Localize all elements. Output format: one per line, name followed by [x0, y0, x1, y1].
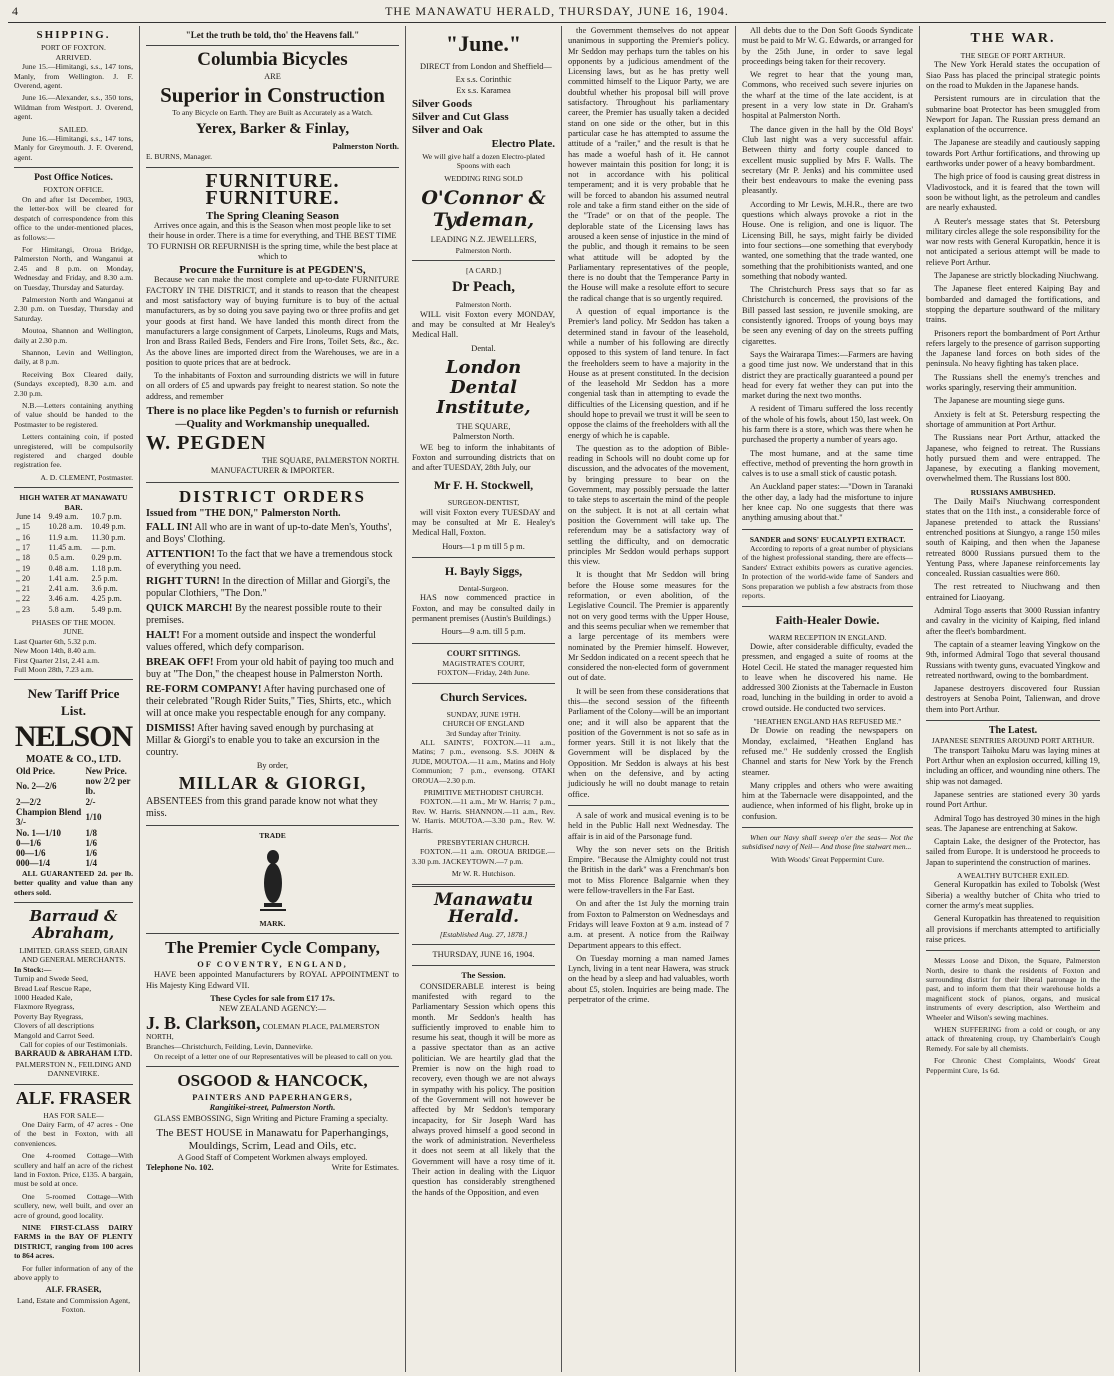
war-para: Admiral Togo has destroyed 30 mines in the high seas. The Japanese are entrenching at Sakow. — [926, 813, 1100, 833]
war-para: Admiral Togo asserts that 3000 Russian infantry and cavalry in the vicinity of Kaiping, fled inland after the fleet's bombardment. — [926, 606, 1100, 636]
post-office-sub: FOXTON OFFICE. — [43, 185, 104, 195]
latest-heading: The Latest. — [988, 725, 1038, 737]
moon-item: New Moon 14th, 8.40 a.m. — [14, 646, 96, 656]
card-label: [A CARD.] — [465, 266, 502, 275]
list-item: One 4-roomed Cottage—With scullery and half an acre of the richest land in Foxton. Price, £135. A bargain, must be sold at once. — [14, 1151, 133, 1189]
session-heading: The Session. — [461, 971, 506, 981]
herald-nameplate: Manawatu Herald. — [433, 889, 534, 927]
cycles-price: These Cycles for sale from £17 17s. — [210, 993, 335, 1003]
butcher-heading: A WEALTHY BUTCHER EXILED. — [957, 871, 1069, 880]
trade-label: TRADE — [259, 831, 286, 841]
masthead — [8, 0, 1106, 23]
order-item: ATTENTION! To the fact that we have a tremendous stock of everything you need. — [146, 547, 393, 572]
column-5 — [736, 26, 920, 1372]
estimates: Write for Estimates. — [331, 1163, 399, 1173]
osgood-heading: OSGOOD & HANCOCK, — [177, 1070, 368, 1090]
clarkson-heading: J. B. Clarkson, — [146, 1012, 261, 1033]
millar-heading: MILLAR & GIORGI, — [178, 773, 367, 794]
column-3 — [406, 26, 562, 1372]
stock-label: In Stock:— — [14, 964, 52, 974]
war-para: A Reuter's message states that St. Petersburg military circles allege the sole responsibility for the war now rests with General Kuropatkin, hence it is not anticipated a serious attempt will be made to relieve Port Arthur. — [926, 216, 1100, 267]
ld-text: WE beg to inform the inhabitants of Foxton and surrounding districts that on and after TUESDAY, 28th July, our — [412, 442, 555, 473]
leading-jewellers: LEADING N.Z. JEWELLERS, — [430, 235, 537, 245]
tide-heading: HIGH WATER AT MANAWATU BAR. — [19, 493, 128, 512]
sunday-line: SUNDAY, JUNE 19TH. — [446, 709, 521, 719]
table-row: 2—2/2 2/- — [16, 796, 96, 807]
place-like: There is no place like Pegden's to furnish or refurnish—Quality and Workmanship unequalled. — [146, 405, 399, 431]
column-2 — [140, 26, 406, 1372]
superior-heading: Superior in Construction — [160, 82, 385, 107]
rangitikei-line: Rangitikei-street, Palmerston North. — [209, 1103, 336, 1113]
fraser-role: Land, Estate and Commission Agent, Foxton. — [16, 1295, 131, 1315]
war-para: The high price of food is causing great distress in Vladivostock, and it is feared that the town will soon be without light, as the petroleum and candles are nearly exhausted. — [926, 172, 1100, 213]
news-para: All debts due to the Don Soft Goods Syndicate must be paid to Mr W. G. Edwards, or arranged for by the 25th June, in order to save legal proceedings being taken for their recovery. — [742, 26, 913, 66]
fraser-footer: ALF. FRASER, — [45, 1285, 102, 1295]
pegden-role: MANUFACTURER & IMPORTER. — [210, 466, 335, 476]
apply-note: For fuller information of any of the above apply to — [14, 1263, 133, 1283]
ad-para: WHEN SUFFERING from a cold or cough, or any attack of threatening croup, try Chamberlain's Cough Remedy. For sale by all chemists. — [926, 1025, 1100, 1053]
list-item: One 5-roomed Cottage—With scullery, new, well built, and over an acre of ground, good locality. — [14, 1191, 133, 1220]
peach-heading: Dr Peach, — [451, 279, 516, 296]
moon-item: Full Moon 28th, 7.23 a.m. — [14, 665, 94, 675]
table-row: Old Price. New Price. — [16, 765, 127, 776]
court-heading: COURT SITTINGS. — [446, 648, 521, 658]
peach-text: WILL visit Foxton every MONDAY, and may be consulted at Mr Healey's Medical Hall. — [412, 309, 555, 340]
table-row: ,, 23 5.8 a.m. 5.49 p.m. — [16, 604, 122, 614]
column-6 — [920, 26, 1106, 1372]
order-item: RE-FORM COMPANY! After having purchased one of their celebrated "Rough Rider Suits," Ties, Shirts, etc., which will at once make you respectable enough for any company. — [146, 682, 392, 719]
post-para: On and after 1st December, 1903, the letter-box will be cleared for despatch of correspondence from this office to the under-mentioned places, as follows:— — [14, 194, 133, 242]
postmaster: A. D. CLEMENT, Postmaster. — [40, 472, 133, 482]
table-row: ,, 22 3.46 a.m. 4.25 p.m. — [16, 594, 122, 604]
stockwell-text: will visit Foxton every TUESDAY and may be consulted at Mr E. Healey's Medical Hall, Foxton. — [412, 507, 555, 538]
order-item: HALT! For a moment outside and inspect the wonderful values offered, which defy comparison. — [146, 628, 376, 653]
arrival-item: June 15.—Himitangi, s.s., 147 tons, Manly, from Wellington. J. F. Overend, agent. — [14, 62, 133, 90]
list-item: One Dairy Farm, of 47 acres - One of the best in Foxton, with all conveniences. — [14, 1119, 133, 1148]
surgeon-line: SURGEON-DENTIST, — [447, 498, 520, 508]
silver-cut-glass: Silver and Cut Glass — [412, 111, 509, 124]
news-para: An Auckland paper states:—"Down in Taranaki the other day, a lady had the misfortune to injure her knee cap. No one suggests that there was anything amusing about that." — [742, 482, 913, 523]
barraud-heading: Barraud & Abraham, — [29, 906, 118, 942]
sanders-text: According to reports of a great number of physicians of the highest professional standing, there are effects—Sanders' Extract exhibits powers as curative agencies. In protection of the world-wide fame of Sanders and Sons preparation we publish a few abstracts from those reports. — [742, 544, 913, 601]
table-row: ,, 20 1.41 a.m. 2.5 p.m. — [16, 573, 118, 583]
table-row: 000—1/4 1/4 — [16, 858, 97, 869]
war-para: The Japanese are strictly blockading Niuchwang. — [934, 271, 1099, 281]
article-para: On and after the 1st July the morning train from Foxton to Palmerston on Wednesdays and Fridays will leave Foxton at 9 a.m. instead of 7 a.m. at present. A notice from the Railway Department appears to this effect. — [568, 899, 729, 950]
nz-agency: NEW ZEALAND AGENCY:— — [218, 1004, 326, 1014]
district-orders-heading: DISTRICT ORDERS — [179, 486, 366, 506]
magistrate-line: MAGISTRATE'S COURT, — [442, 658, 525, 668]
branches: Branches—Christchurch, Feilding, Levin, Dannevirke. — [146, 1042, 313, 1052]
table-row: ,, 15 10.28 a.m. 10.49 p.m. — [16, 522, 126, 532]
spoons-note: We will give half a dozen Electro-plated Spoons with each — [422, 152, 545, 171]
fraser-heading: ALF. FRASER — [15, 1087, 132, 1108]
siggs-heading: H. Bayly Siggs, — [444, 564, 523, 579]
siege-heading: THE SIEGE OF PORT ARTHUR. — [960, 51, 1066, 60]
clarkson-note: On receipt of a letter one of our Representatives will be pleased to call on you. — [154, 1051, 393, 1061]
services-england: ALL SAINTS', FOXTON.—11 a.m., Matins; 7 p.m., evensong. S.S. JOHN & JUDE, MOUTOA.—11 a.m., Matins and Holy Communion; 7 p.m., evensong. OTAKI OROUA—2.30 p.m. — [412, 738, 555, 785]
price-table — [14, 766, 133, 869]
heathen-heading: "HEATHEN ENGLAND HAS REFUSED ME." — [753, 716, 902, 726]
article-para: On Tuesday morning a man named James Lynch, living in a tent near Hawera, was struck on the head by a sleep and had valuables, worth about £5, stolen. Inquiries are being made. The perpetrator of the crime. — [568, 953, 729, 1005]
post-para: Palmerston North and Wanganui at 2.30 p.m. on Tuesday, Thursday and Saturday. — [14, 294, 133, 323]
sailed-label: SAILED. — [59, 124, 88, 134]
barraud-footer: BARRAUD & ABRAHAM LTD. — [14, 1049, 133, 1059]
absentees-note: ABSENTEES from this grand parade know not what they miss. — [146, 796, 378, 820]
arrival-item: June 16.—Alexander, s.s., 350 tons, Wildman from Westport. J. Overend, agent. — [14, 93, 133, 122]
table-row: Champion Blend 3/- 1/10 — [16, 806, 102, 828]
news-para: The Christchurch Press says that so far as Christchurch is concerned, the provisions of the Bill passed last session, re juvenile smoking, are consistently ignored. Troops of young boys may be seen any evening of day on the streets puffing cigarettes. — [742, 285, 913, 346]
motto: "Let the truth be told, tho' the Heavens fall." — [185, 30, 360, 40]
column-4 — [562, 26, 736, 1372]
list-item: Flaxmore Ryegrass, — [14, 1002, 75, 1012]
pegden-heading: W. PEGDEN — [146, 432, 267, 455]
spring-text: Arrives once again, and this is the Season when most people like to set their house in order. There is a time for everything, and THE BEST TIME TO FURNISH OR REFURNISH is the spring time, while the best place at which to — [147, 221, 398, 261]
war-para: Persistent rumours are in circulation that the submarine boat Protector has been smuggled from Newport for Japan. The Russian press demand an explanation of the occurrence. — [926, 94, 1100, 135]
masthead-title: THE MANAWATU HERALD, THURSDAY, JUNE 16, 1904. — [385, 4, 729, 18]
ship-item: Ex s.s. Karamea — [456, 85, 511, 95]
war-para: Captain Lake, the designer of the Protector, has sailed from Europe. It is understood he proceeds to Japan to superintend the construction of marines. — [926, 837, 1100, 867]
table-row: 00—1/6 1/6 — [16, 848, 97, 859]
warm-reception: WARM RECEPTION IN ENGLAND. — [768, 632, 887, 642]
war-heading: THE WAR. — [970, 31, 1056, 46]
telephone: Telephone No. 102. — [146, 1163, 214, 1173]
services-presbyterian: FOXTON.—11 a.m. OROUA BRIDGE.—3.30 p.m. JACKEYTOWN.—7 p.m. — [412, 847, 555, 866]
silver-oak: Silver and Oak — [412, 124, 483, 137]
war-para: The Daily Mail's Niuchwang correspondent states that on the 11th inst., a considerable force of Japanese pretended to attack the Russians' entrenched positions at Siungyo, a range 150 miles south of Kaiping, and then when the Japanese retreated 8000 Russians pursued them to the Yentung Pass, where Japanese reinforcements lay concealed. Russian casualties were 860. — [926, 497, 1100, 579]
table-row: 0—1/6 1/6 — [16, 837, 97, 848]
pegden-address: THE SQUARE, PALMERSTON NORTH. — [261, 456, 399, 466]
moon-heading: PHASES OF THE MOON. — [31, 618, 116, 628]
peach-place: Palmerston North. — [455, 300, 512, 310]
table-row: No. 1—1/10 1/8 — [16, 827, 97, 838]
war-para: The transport Taihoku Maru was laying mines at Port Arthur when an explosion occurred, killing 19, including an officer, and wounding nine others. The ship was not damaged. — [926, 745, 1100, 786]
war-para: General Kuropatkin has exiled to Tobolsk (West Siberia) a wealthy butcher of Chita who tried to corner the army's meat supplies. — [926, 880, 1100, 910]
procure-heading: Procure the Furniture is at PEGDEN'S, — [179, 264, 366, 277]
war-para: The Japanese are steadily and cautiously sapping towards Port Arthur fortifications, and throwing up earthworks under power of a heavy bombardment. — [926, 138, 1100, 169]
minister: Mr W. R. Hutchison. — [451, 869, 516, 879]
list-item: Poverty Bay Ryegrass, — [14, 1011, 84, 1021]
by-order: By order, — [256, 760, 289, 770]
news-para: The dance given in the hall by the Old Boys' Club last night was a very successful affair. Between thirty and forty couple danced to excellent music supplied by Mrs F. Walls. The secretary (Mr P. Jenks) and his committee used their best endeavours to make the evening pass pleasantly. — [742, 124, 913, 196]
siggs-sub: Dental-Surgeon. — [458, 584, 509, 594]
superior-sub: To any Bicycle on Earth. They are Built as Accurately as a Watch. — [172, 107, 373, 117]
moon-item: First Quarter 21st, 2.41 a.m. — [14, 655, 100, 665]
moon-item: Last Quarter 6th, 5.32 p.m. — [14, 636, 97, 646]
post-para: For Himitangi, Oroua Bridge, Palmerston North, and Wanganui at 2.45 and 8 p.m. on Monday, Wednesday and Friday, and 8.30 a.m. on Tuesday, Thursday and Saturday. — [14, 244, 133, 292]
war-para: The rest retreated to Niuchwang and then entrained for Liaoyang. — [926, 582, 1100, 602]
oconnor-heading: O'Connor & Tydeman, — [421, 187, 546, 232]
fraser-sub: HAS FOR SALE— — [43, 1110, 104, 1120]
nelson-logo: NELSON — [14, 720, 133, 754]
news-para: We regret to hear that the young man, Commons, who received such severe injuries on the wharf at the time of the late accident, is at present in a very low state in Dr. Graham's hospital at Palmerston North. — [742, 70, 913, 121]
silver-goods: Silver Goods — [412, 97, 473, 110]
established-line: [Established Aug. 27, 1878.] — [439, 929, 528, 939]
post-para: N.B.—Letters containing anything of value should be handed to the Postmaster to be registered. — [14, 401, 133, 429]
tide-table — [14, 512, 133, 615]
war-para: Anxiety is felt at St. Petersburg respecting the shortage of ammunition at Port Arthur. — [926, 409, 1100, 429]
tariff-heading: New Tariff Price List. — [27, 686, 120, 719]
ld-place: Palmerston North. — [452, 432, 515, 442]
article-para: The question as to the adoption of Bible-reading in Schools will no doubt come up for discussion, and the advocates of the movement, by bringing pressure to bear on the Government, may possibly persuade the latter to take steps to ascertain the mind of the people on the subject. It is not at all certain what position the Government will take up. The referendum may be a satisfactory way of settling the difficulty, and on democratic principles Mr Seddon would perhaps support this view. — [568, 443, 729, 567]
table-row: ,, 17 11.45 a.m. — p.m. — [16, 542, 116, 552]
order-item: BREAK OFF! From your old habit of paying too much and buy at "The Don," the cheapest house in Palmerston North. — [146, 655, 394, 680]
trademark-animal-icon — [258, 845, 288, 915]
ad-para: Messrs Loose and Dixon, the Square, Palmerston North, desire to thank the residents of Foxton and surrounding district for their liberal patronage in the past, and to inform them that their warehouse holds a magnificent stock of pianos, organs, and musical instruments of every description, also Wertheim and Wheeler and Wilson's sewing machines. — [926, 956, 1100, 1022]
war-para: Japanese destroyers discovered four Russian destroyers at Senoba Point, Talienwan, and drove them into Port Arthur. — [926, 684, 1100, 714]
best-house: The BEST HOUSE in Manawatu for Paperhangings, Mouldings, Scrim, Lead and Oils, etc. — [156, 1126, 389, 1152]
burns-manager: E. BURNS, Manager. — [146, 152, 213, 162]
ad-para: For Chronic Chest Complaints, Woods' Great Peppermint Cure, 1s 6d. — [926, 1056, 1100, 1075]
barraud-places: PALMERSTON N., FEILDING AND DANNEVIRKE. — [15, 1059, 132, 1079]
article-para: It is thought that Mr Seddon will bring before the House some measures for the reformation, or even abolition, of the Legislative Council. The Premier is apparently not on very good terms with the Upper House, and this seems peculiar when we remember that a large percentage of its members were nominated by the Premier himself. However, Mr Seddon indicated on a recent speech that he considered the non-elected form of government out of date. — [568, 570, 729, 683]
columbia-heading: Columbia Bicycles — [197, 49, 348, 71]
faith-healer-heading: Faith-Healer Dowie. — [775, 612, 880, 627]
column-1 — [8, 26, 140, 1372]
june-heading: "June." — [445, 31, 522, 56]
dowie-para: Dowie, after considerable difficulty, evaded the pressmen, and engaged a suite of rooms at the Hotel Cecil. He stated the manager requested him to leave when he discovered his name. He addressed 300 Zionists at the Tabernacle in Euston road, lunching in the building in order to avoid a crowd outside. He conducted two services. — [742, 641, 913, 713]
foxton-text: To the inhabitants of Foxton and surrounding districts we will in future on all orders of £5 and upwards pay freight to nearest station. So note the address, and remember — [146, 371, 399, 401]
news-para: A resident of Timaru suffered the loss recently of the whole of his fowls, about 150, last week. On his farm there is a store, which was there when he purchased the property a number of years ago. — [742, 404, 913, 445]
hours-2: Hours—9 a.m. till 5 p.m. — [441, 627, 526, 637]
services-methodist: FOXTON.—11 a.m., Mr W. Harris; 7 p.m., Rev. W. Harris. SHANNON.—11 a.m., Rev. W. Harris. MOUTOA.—3.30 p.m., Rev. W. Harris. — [412, 797, 555, 835]
staff-note: A Good Staff of Competent Workmen always employed. — [177, 1152, 368, 1162]
article-para: A question of equal importance is the Premier's land policy. Mr Seddon has taken a determined stand in favour of the leasehold, while a number of his following are directly opposed to this system of land tenure. In fact the freeholders seem to have a majority in the House as at present constituted. In the decision of the leasehold Mr Seddon has a more congenial task than in attempting to evade the difficulties of the Licensing question, and if he should hope to prevail we trust it will be seen to oppose the claims of the freeholders with all the energy of which he is capable. — [568, 307, 729, 440]
premier-heading: The Premier Cycle Company, — [165, 938, 380, 958]
article-para: It will be seen from these considerations that this—the second session of the fifteenth Parliament of the Colony—will be an important one; and it will also be apparent that the position of the Government is not so safe as in former years. Still it is not likely that the Government will be displaced by the Opposition. Mr Seddon is always at his best when on the defensive, and by acting judiciously he will no doubt manage to retain office. — [568, 686, 729, 799]
war-para: The New York Herald states the occupation of Siao Pass has placed the principal strategic points on the road to Mukden in the Japanese hands. — [926, 60, 1100, 90]
poem: When our Navy shall sweep o'er the seas— Not the subsidised navy of Neil— And those fine stalwart men... — [742, 833, 913, 852]
nelson-sub: MOATE & CO., LTD. — [25, 754, 121, 766]
war-para: The Japanese fleet entered Kaiping Bay and bombarded and damaged the fortifications, and stopping the departure southward of the military trains. — [926, 284, 1100, 325]
list-item: Bread Leaf Rescue Rape, — [14, 983, 92, 993]
furniture-heading: FURNITURE. FURNITURE. — [205, 169, 340, 209]
table-row: ,, 18 0.5 a.m. 0.29 p.m. — [16, 553, 122, 563]
direct-text: DIRECT from London and Sheffield— — [420, 62, 552, 71]
oconnor-place: Palmerston North. — [455, 245, 512, 255]
church-heading: Church Services. — [439, 689, 528, 704]
painters-line: PAINTERS AND PAPERHANGERS, — [192, 1092, 353, 1102]
stockwell-heading: Mr F. H. Stockwell, — [433, 478, 534, 493]
wedding-line: WEDDING RING SOLD — [444, 173, 523, 183]
war-para: The Russians near Port Arthur, attacked the Japanese, who feigned to retreat. The Russians hotly pursued them and were entrapped. The Japanese, by executing a flanking movement, overwhelmed them. The Russians lost 800. — [926, 433, 1100, 484]
england-line: CHURCH OF ENGLAND — [442, 719, 525, 729]
post-office-heading: Post Office Notices. — [34, 173, 113, 184]
dowie-para: Dr Dowie on reading the newspapers on Monday, exclaimed, "Heathen England has refused me." He suddenly crossed the English Channel and starts for New York by the French steamer. — [742, 726, 913, 777]
table-row: ,, 16 11.9 a.m. 11.30 p.m. — [16, 532, 126, 542]
arrived-label: ARRIVED. — [55, 52, 92, 62]
news-para: According to Mr Lewis, M.H.R., there are two questions which always provoke a riot in the House. One is religion, and one is liquor. The Licensing Bill, he says, might fairly be divided into four sections—one something that everybody wanted, one something that the trade wanted, one something that the prohibitionists wanted, and one something that nobody wanted. — [742, 199, 913, 281]
article-para: the Government themselves do not appear unanimous in supporting the Premier's policy. Mr Seddon may perhaps turn the tables on his opponents by a judicious amendment of the Licensing laws, but as he has pretty well committed himself to the Liquor Party, we are doubtful whether his proposal bill will prove satisfactory. Throughout his parliamentary career, the Premier has usually taken a decided stand on one side or the other, but in this particular case he has attempted to assume the attitude of a "railer," and the result is that he has made a woeful hash of it. He cannot however maintain this position for long; it is not in accordance with his political temperament; and it is very probable that he will be forced to abandon his assumed neutral role and take a firm stand either on the side of the "Trade" or on that of the people. The deplorable state of the Licensing laws has aroused a keen sense of injustice in the mind of the public, and though it remains to be seen what attitude will be adopted by the Parliamentary representatives of the people, there is no doubt that the Temperance Party in the House will make a resolute effort to secure the radical change that is so urgently required. — [568, 26, 729, 303]
table-row: ,, 21 2.41 a.m. 3.6 p.m. — [16, 584, 118, 594]
electro-plate: Electro Plate. — [491, 137, 555, 150]
news-para: The most humane, and at the same time effective, method of preventing the horn growth in calves is to use a small stick of caustic potash. — [742, 448, 913, 479]
news-para: Says the Wairarapa Times:—Farmers are having a good time just now. We understand that in this district they are practically guaranteed a pound per head for every fat wether they can put into the market during the next two months. — [742, 349, 913, 401]
list-item: 1000 Headed Kale, — [14, 992, 73, 1002]
list-item: Clovers of all descriptions — [14, 1021, 94, 1031]
order-item: QUICK MARCH! By the nearest possible route to their premises. — [146, 601, 382, 626]
war-para: Japanese sentries are stationed every 30 yards round Port Arthur. — [926, 789, 1100, 810]
coventry-line: OF COVENTRY, ENGLAND, — [197, 960, 348, 970]
presbyterian-line: PRESBYTERIAN CHURCH. — [437, 838, 530, 848]
dowie-para: Many cripples and others who were awaiting him at the Tabernacle were disappointed, and the audience, when informed of his flight, broke up in confusion. — [742, 780, 913, 821]
war-para: Prisoners report the bombardment of Port Arthur refers largely to the presence of garrison supporting the Japanese land forces on both sides of the peninsula. No heavy fighting has taken place. — [926, 328, 1100, 369]
price-note: ALL GUARANTEED 2d. per lb. better quality and value than any others sold. — [14, 868, 133, 897]
spring-heading: The Spring Cleaning Season — [206, 209, 339, 222]
hours-1: Hours—1 p m till 5 p m. — [442, 541, 525, 551]
session-article: CONSIDERABLE interest is being manifested with regard to the Parliamentary Session which opens this month. Mr Seddon's health has sufficiently improved to enable him to resume his seat, though it will be more as a passive spectator than as an active politician. We are heartily glad that the Premier is now on the high road to recovery, even though we are not always in sympathy with his policy. The position of the Government will not however be affected by Mr Seddon's temporary incapacity, for Sir Joseph Ward has always proved himself a good second in the work of administration. Nevertheless it does not seem at all likely that the Government will have a rosy time of it. Their action in dealing with the Liquor question has considerably strengthened the hands of the Opposition, and even — [412, 981, 555, 1197]
sailed-item: June 16.—Himitangi, s.s., 147 tons, Manly for Greymouth. J. F. Overend, agent. — [14, 133, 133, 162]
trinity-line: 3rd Sunday after Trinity. — [446, 728, 521, 738]
appointed-text: HAVE been appointed Manufacturers by ROYAL APPOINTMENT to His Majesty King Edward VII. — [146, 970, 399, 990]
procure-text: Because we can make the most complete and up-to-date FURNITURE FACTORY IN THE DISTRICT, and it stands to reason that the cheapest and most satisfactory way of buying furniture is to buy of the actual manufacturers, as by so doing you save paying two or three profits and get your goods at first hand. We have landed this month direct from the manufacturers a large consignment of Carpets, Linoleums, Rugs and Mats, Iron and Brass Railed Beds, Fenders and Fire Irons, Toilet Sets, &c., &c. As the above lines are imported direct from the Warehouses, we are in a position to quote prices that are at bedrock. — [146, 275, 399, 367]
post-para: Receiving Box Cleared daily, (Sundays excepted), 8.30 a.m. and 2.30 p.m. — [14, 369, 133, 398]
article-para: A sale of work and musical evening is to be held in the Public Hall next Wednesday. The affair is in aid of the Parsonage fund. — [568, 810, 729, 841]
columbia-are: ARE — [264, 72, 281, 82]
yerex-place: Palmerston North. — [332, 142, 399, 151]
issued-line: Issued from "THE DON," Palmerston North. — [146, 507, 341, 519]
moon-month: JUNE. — [63, 627, 84, 637]
order-item: RIGHT TURN! In the direction of Millar and Giorgi's, the popular Clothiers, "The Don." — [146, 574, 391, 599]
port-label: PORT OF FOXTON. — [41, 43, 106, 53]
issue-date: THURSDAY, JUNE 16, 1904. — [432, 950, 535, 960]
methodist-line: PRIMITIVE METHODIST CHURCH. — [423, 788, 544, 798]
article-para: Why the son never sets on the British Empire. "Because the Almighty could not trust the British in the dark" was a Frenchman's bon mot to Miss Florence Balgarnie when they were fellow-travellers in the Far East. — [568, 844, 729, 896]
mark-label: MARK. — [259, 918, 286, 928]
yerex-heading: Yerex, Barker & Finlay, — [195, 121, 350, 137]
page-number: 4 — [12, 4, 19, 18]
war-para: The Russians shell the enemy's trenches and works sparingly, reserving their ammunition. — [926, 372, 1100, 393]
ship-item: Ex s.s. Corinthic — [455, 75, 512, 85]
nine-farms: NINE FIRST-CLASS DAIRY FARMS in the BAY OF PLENTY DISTRICT, ranging from 100 acres to 864 acres. — [14, 1223, 133, 1261]
clarkson-address: COLEMAN PLACE, PALMERSTON NORTH, — [146, 1021, 380, 1041]
war-para: General Kuropatkin has threatened to requisition all provisions if merchants attempted to artificially raise prices. — [926, 914, 1100, 944]
shipping-heading: SHIPPING. — [36, 29, 111, 41]
post-para: Shannon, Levin and Wellington, daily, at 8 p.m. — [14, 347, 133, 367]
siggs-text: HAS now commenced practice in Foxton, and may be consulted daily in permanent premises (Austin's Buildings.) — [412, 593, 555, 624]
war-para: The captain of a steamer leaving Yingkow on the 9th, informed Admiral Togo that several thousand Russians with twenty guns, evacuated Yingkow and retreated northward, owing to the bombardment. — [926, 639, 1100, 680]
dental-label: Dental. — [471, 343, 496, 353]
barraud-sub: LIMITED. GRASS SEED, GRAIN AND GENERAL MERCHANTS. — [19, 945, 128, 965]
order-item: FALL IN! All who are in want of up-to-date Men's, Youths', and Boys' Clothing. — [146, 520, 392, 545]
testimonials: Call for copies of our Testimonials. — [19, 1040, 128, 1050]
post-para: Letters containing coin, if posted unregistered, will be compulsorily registered and charged double registration fee. — [14, 432, 133, 470]
war-para: The Japanese are mounting siege guns. — [934, 396, 1065, 406]
table-row: No. 2—2/6 now 2/2 per lb. — [16, 776, 131, 797]
court-date: FOXTON—Friday, 24th June. — [437, 668, 530, 678]
ambushed-heading: RUSSIANS AMBUSHED. — [970, 487, 1056, 497]
london-dental-heading: London Dental Institute, — [436, 357, 531, 418]
post-para: Moutoa, Shannon and Wellington, daily at 2.30 p.m. — [14, 326, 133, 345]
sanders-heading: SANDER and SONS' EUCALYPTI EXTRACT. — [749, 534, 906, 544]
list-item: Turnip and Swede Seed, — [14, 974, 88, 984]
square-line: THE SQUARE, — [456, 422, 511, 431]
glass-text: GLASS EMBOSSING, Sign Writing and Picture Framing a specialty. — [154, 1113, 388, 1123]
list-item: Mangold and Carrot Seed. — [14, 1030, 95, 1040]
table-row: ,, 19 0.48 a.m. 1.18 p.m. — [16, 563, 122, 573]
woods-line: With Woods' Great Peppermint Cure. — [770, 854, 885, 864]
order-item: DISMISS! After having saved enough by purchasing at Millar & Giorgi's to enable you to take an excursion in the country. — [146, 721, 380, 758]
sentries-heading: JAPANESE SENTRIES AROUND PORT ARTHUR. — [931, 736, 1095, 746]
table-row: June 14 9.49 a.m. 10.7 p.m. — [16, 512, 122, 522]
